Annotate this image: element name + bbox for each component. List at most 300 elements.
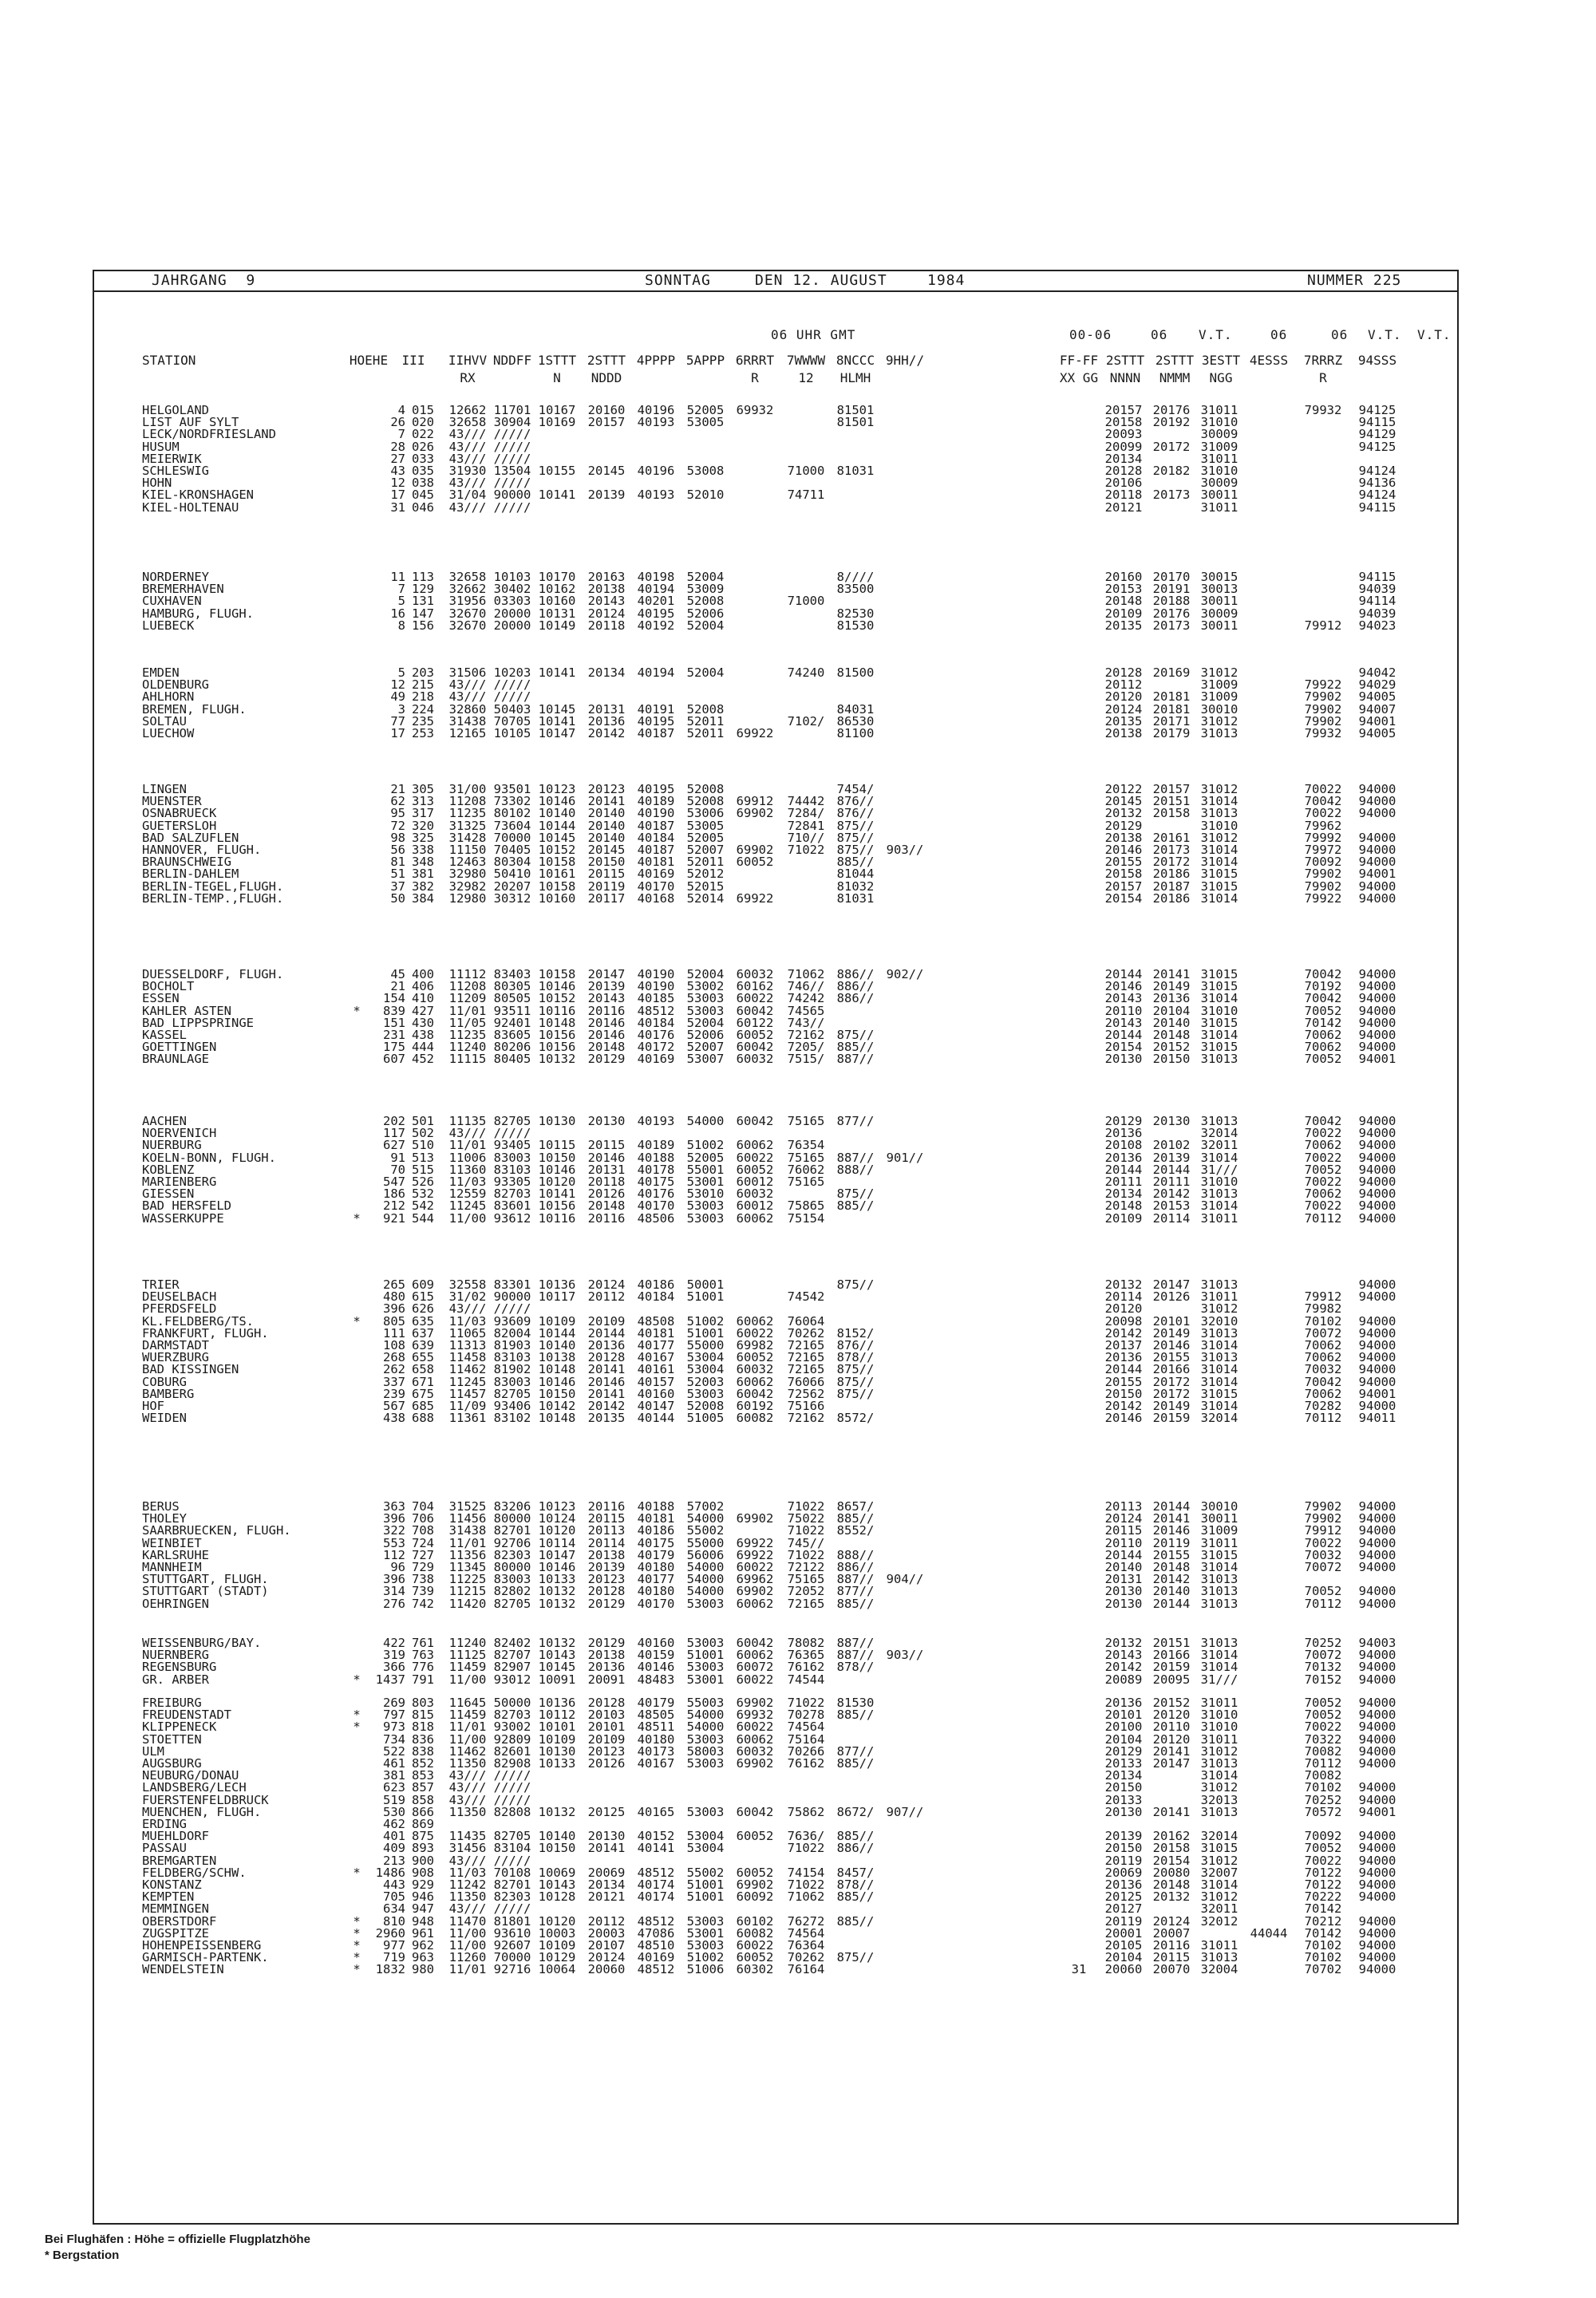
table-cell: 31///	[1200, 1672, 1238, 1687]
station-name: MARIENBERG	[142, 1175, 217, 1189]
table-cell: 7	[397, 582, 405, 597]
table-cell: 53009	[686, 582, 725, 597]
table-cell: 381	[383, 1768, 405, 1783]
table-cell: 40196	[637, 464, 675, 478]
table-cell: 76064	[787, 1313, 825, 1329]
table-cell: 82907	[493, 1660, 531, 1675]
table-cell: 20130	[1104, 1804, 1143, 1819]
station-name: GR. ARBER	[142, 1672, 209, 1687]
table-cell: 902//	[886, 967, 924, 981]
station-name: BAD SALZUFLEN	[142, 830, 239, 845]
table-cell: 20131	[587, 701, 626, 717]
table-cell: 671	[412, 1374, 434, 1389]
table-cell: 94000	[1358, 1841, 1396, 1856]
table-cell: 52007	[686, 1040, 725, 1055]
table-cell: 5	[397, 665, 405, 680]
table-row	[0, 1291, 1596, 1303]
table-cell: 462	[383, 1817, 405, 1831]
table-cell: 129	[412, 582, 434, 597]
table-cell: 20120	[1152, 1731, 1191, 1747]
table-cell: 20150	[1104, 1780, 1143, 1795]
table-cell: 69902	[736, 1584, 774, 1599]
table-cell: 396	[383, 1301, 405, 1317]
table-cell: 31428	[448, 830, 487, 845]
table-cell: 40181	[637, 1511, 675, 1526]
table-cell: 43///	[448, 1792, 487, 1807]
table-cell: 21	[390, 979, 405, 994]
table-cell: 32982	[448, 879, 487, 894]
table-cell: 40175	[637, 1175, 675, 1189]
table-cell: 40179	[637, 1547, 675, 1562]
table-cell: 20176	[1152, 403, 1191, 417]
table-cell: 70022	[1304, 1175, 1342, 1189]
table-cell: 48512	[637, 1865, 675, 1880]
table-cell: 94000	[1358, 830, 1396, 845]
station-name: KASSEL	[142, 1028, 187, 1042]
table-cell: 20114	[587, 1535, 626, 1550]
table-cell: 11112	[448, 967, 487, 981]
table-cell: 20141	[587, 794, 626, 809]
table-cell: 20118	[587, 1175, 626, 1189]
table-cell: 94000	[1358, 1350, 1396, 1365]
table-cell: 20141	[587, 1386, 626, 1401]
table-cell: 235	[412, 713, 434, 728]
table-cell: 10146	[538, 1162, 576, 1177]
table-cell: 94011	[1358, 1411, 1396, 1426]
table-cell: 10145	[538, 701, 576, 717]
table-cell: 71062	[787, 1889, 825, 1905]
column-header-line1: NDDFF	[492, 353, 532, 368]
table-cell: 20157	[1152, 782, 1191, 796]
table-cell: 60072	[736, 1660, 774, 1675]
table-cell: 40169	[637, 1950, 675, 1965]
table-cell: 52011	[686, 855, 725, 870]
table-cell: 10169	[538, 415, 576, 430]
table-cell: 203	[412, 665, 434, 680]
table-cell: 501	[412, 1114, 434, 1128]
table-cell: 60032	[736, 1743, 774, 1759]
table-cell: 40170	[637, 1596, 675, 1611]
column-header	[1194, 352, 1248, 387]
table-cell: 72165	[787, 1350, 825, 1365]
table-cell: 52005	[686, 830, 725, 845]
table-cell: 40193	[637, 488, 675, 503]
table-cell: 887//	[836, 1052, 875, 1067]
table-cell: 20131	[587, 1162, 626, 1177]
mountain-station-marker: *	[353, 1672, 361, 1687]
table-cell: 53003	[686, 1386, 725, 1401]
table-cell: 20155	[1152, 1547, 1191, 1562]
table-cell: 12	[390, 476, 405, 491]
table-cell: 20160	[1104, 570, 1143, 584]
table-cell: 20119	[587, 879, 626, 894]
station-name: AHLHORN	[142, 689, 195, 705]
column-header	[779, 352, 833, 387]
table-cell: 31015	[1200, 867, 1238, 882]
table-cell: 609	[412, 1277, 434, 1292]
table-cell: 94000	[1358, 1584, 1396, 1599]
table-cell: 11350	[448, 1756, 487, 1771]
table-cell: 71022	[787, 1696, 825, 1710]
table-cell: 151	[383, 1015, 405, 1030]
table-cell: 313	[412, 794, 434, 809]
table-row	[0, 1598, 1596, 1610]
table-cell: 11125	[448, 1648, 487, 1663]
table-cell: 71000	[787, 594, 825, 609]
table-cell: 70262	[787, 1950, 825, 1965]
table-cell: 83605	[493, 1028, 531, 1042]
table-cell: 20140	[1104, 1560, 1143, 1574]
table-cell: 269	[383, 1696, 405, 1710]
column-header	[1098, 352, 1152, 387]
table-cell: 44044	[1250, 1925, 1288, 1941]
table-cell: 40186	[637, 1523, 675, 1538]
table-cell: 20126	[1152, 1289, 1191, 1305]
table-cell: 94003	[1358, 1636, 1396, 1650]
table-cell: 20140	[1152, 1584, 1191, 1599]
column-header-line2: NMMM	[1159, 370, 1191, 385]
table-cell: 734	[383, 1731, 405, 1747]
table-cell: 20146	[1104, 979, 1143, 994]
table-cell: 70222	[1304, 1889, 1342, 1905]
table-cell: 48510	[637, 1938, 675, 1953]
table-cell: 20145	[587, 464, 626, 478]
table-row	[0, 571, 1596, 583]
table-row	[0, 1115, 1596, 1127]
table-cell: 53004	[686, 1829, 725, 1844]
table-cell: 80102	[493, 806, 531, 821]
table-cell: 11/00	[448, 1210, 487, 1226]
table-cell: 885//	[836, 1708, 875, 1723]
table-cell: 876//	[836, 794, 875, 809]
table-cell: 60052	[736, 1350, 774, 1365]
table-cell: 20142	[587, 1399, 626, 1413]
table-cell: 40181	[637, 1325, 675, 1340]
table-cell: 51001	[686, 1877, 725, 1892]
table-cell: 71062	[787, 967, 825, 981]
table-cell: 10120	[538, 1913, 576, 1929]
table-cell: 76365	[787, 1648, 825, 1663]
table-cell: 70072	[1304, 1560, 1342, 1574]
table-cell: 20141	[1152, 1743, 1191, 1759]
table-cell: 20121	[1104, 499, 1143, 515]
table-cell: 422	[383, 1636, 405, 1650]
table-cell: 69922	[736, 1547, 774, 1562]
table-cell: 11350	[448, 1889, 487, 1905]
table-cell: 52004	[686, 665, 725, 680]
table-cell: 20104	[1152, 1003, 1191, 1018]
table-cell: 31456	[448, 1841, 487, 1856]
table-cell: 74154	[787, 1865, 825, 1880]
table-cell: 47086	[637, 1925, 675, 1941]
table-cell: 875//	[836, 1187, 875, 1202]
station-name: BAD LIPPSPRINGE	[142, 1015, 254, 1030]
table-cell: 875//	[836, 843, 875, 857]
table-cell: 904//	[886, 1572, 924, 1587]
table-cell: 2960	[375, 1925, 405, 1941]
table-cell: 322	[383, 1523, 405, 1538]
table-cell: 76164	[787, 1962, 825, 1977]
table-cell: 20136	[1104, 1126, 1143, 1141]
station-name: FELDBERG/SCHW.	[142, 1865, 247, 1880]
table-cell: 72165	[787, 1596, 825, 1611]
table-row	[0, 728, 1596, 740]
table-cell: 10158	[538, 855, 576, 870]
table-cell: 20110	[1104, 1535, 1143, 1550]
table-cell: 11245	[448, 1374, 487, 1389]
station-name: ERDING	[142, 1817, 187, 1831]
column-header-line2: R	[751, 370, 759, 385]
table-cell: 53001	[686, 1672, 725, 1687]
table-cell: 10112	[538, 1708, 576, 1723]
date-label: DEN 12. AUGUST	[755, 272, 887, 289]
table-cell: 94115	[1358, 499, 1396, 515]
column-header-line1: 7WWWW	[786, 353, 826, 368]
table-cell: 11456	[448, 1511, 487, 1526]
table-cell: 75165	[787, 1572, 825, 1587]
table-cell: 20169	[1152, 665, 1191, 680]
table-cell: 154	[383, 991, 405, 1006]
table-cell: 40178	[637, 1162, 675, 1177]
table-cell: 60012	[736, 1175, 774, 1189]
vt-label-2: V.T.	[1368, 327, 1402, 342]
footnote-mountain-station: * Bergstation	[45, 2249, 120, 2262]
table-cell: 10170	[538, 570, 576, 584]
table-cell: 10146	[538, 1374, 576, 1389]
table-cell: 655	[412, 1350, 434, 1365]
table-cell: 20155	[1152, 1350, 1191, 1365]
table-cell: 11235	[448, 806, 487, 821]
table-cell: 75862	[787, 1804, 825, 1819]
station-name: SOLTAU	[142, 713, 187, 728]
table-cell: 79902	[1304, 1511, 1342, 1526]
table-cell: 40141	[637, 1841, 675, 1856]
table-cell: 20069	[587, 1865, 626, 1880]
table-cell: 443	[383, 1877, 405, 1892]
table-cell: 70000	[493, 830, 531, 845]
table-cell: 887//	[836, 1648, 875, 1663]
table-cell: 43///	[448, 1301, 487, 1317]
station-name: KIEL-HOLTENAU	[142, 499, 239, 515]
table-cell: 32658	[448, 570, 487, 584]
station-name: OBERSTDORF	[142, 1913, 217, 1929]
table-cell: 20132	[1152, 1889, 1191, 1905]
table-cell: 427	[412, 1003, 434, 1018]
table-cell: 20140	[1152, 1015, 1191, 1030]
table-cell: 31015	[1200, 979, 1238, 994]
table-cell: 20129	[587, 1596, 626, 1611]
table-cell: 7102/	[787, 713, 825, 728]
station-name: FREUDENSTADT	[142, 1708, 231, 1723]
table-cell: 212	[383, 1198, 405, 1214]
station-name: BAD KISSINGEN	[142, 1362, 239, 1377]
table-cell: 10152	[538, 991, 576, 1006]
table-cell: 886//	[836, 979, 875, 994]
table-cell: 20135	[1104, 713, 1143, 728]
table-cell: 53003	[686, 1804, 725, 1819]
table-cell: 72052	[787, 1584, 825, 1599]
table-cell: 27	[390, 451, 405, 466]
time-group-label: 06 UHR GMT	[771, 327, 856, 342]
table-cell: 10117	[538, 1289, 576, 1305]
table-cell: 94000	[1358, 1187, 1396, 1202]
table-cell: 40184	[637, 1015, 675, 1030]
table-cell: 94000	[1358, 1720, 1396, 1735]
table-cell: 83103	[493, 1162, 531, 1177]
table-cell: 7515/	[787, 1052, 825, 1067]
table-cell: 53003	[686, 991, 725, 1006]
table-row	[0, 844, 1596, 856]
table-cell: 10148	[538, 1362, 576, 1377]
table-row	[0, 1210, 1596, 1226]
table-cell: 94000	[1358, 1547, 1396, 1562]
table-cell: 70022	[1304, 806, 1342, 821]
table-cell: 10114	[538, 1535, 576, 1550]
table-cell: 875//	[836, 830, 875, 845]
table-cell: 54000	[686, 1114, 725, 1128]
column-header	[678, 352, 733, 369]
table-cell: 10064	[538, 1962, 576, 1977]
table-cell: 20115	[587, 1511, 626, 1526]
table-cell: 31015	[1200, 1015, 1238, 1030]
table-cell: /////	[493, 1126, 531, 1141]
table-cell: 20140	[587, 830, 626, 845]
table-cell: 31011	[1200, 1731, 1238, 1747]
table-cell: 30010	[1200, 1499, 1238, 1514]
table-cell: 20171	[1152, 713, 1191, 728]
table-cell: 20100	[1104, 1720, 1143, 1735]
table-cell: 53003	[686, 1938, 725, 1953]
table-cell: 11/00	[448, 1938, 487, 1953]
table-cell: 810	[383, 1913, 405, 1929]
station-name: GARMISCH-PARTENK.	[142, 1950, 269, 1965]
table-cell: 40190	[637, 967, 675, 981]
table-cell: 60192	[736, 1399, 774, 1413]
table-cell: 82705	[493, 1114, 531, 1128]
table-cell: 213	[383, 1853, 405, 1868]
table-cell: 94000	[1358, 1399, 1396, 1413]
table-cell: 32011	[1200, 1901, 1238, 1917]
table-cell: 31	[1071, 1962, 1087, 1977]
table-cell: 977	[383, 1938, 405, 1953]
table-cell: 10133	[538, 1756, 576, 1771]
table-cell: 838	[412, 1743, 434, 1759]
table-cell: 52005	[686, 1150, 725, 1165]
station-name: AUGSBURG	[142, 1756, 202, 1771]
table-cell: 70052	[1304, 1584, 1342, 1599]
table-cell: 20140	[587, 818, 626, 833]
table-cell: 438	[412, 1028, 434, 1042]
table-cell: 20154	[1152, 1853, 1191, 1868]
table-cell: 430	[412, 1015, 434, 1030]
table-cell: 888//	[836, 1547, 875, 1562]
table-cell: 93511	[493, 1003, 531, 1018]
table-cell: 56006	[686, 1547, 725, 1562]
table-cell: 81031	[836, 464, 875, 478]
table-row	[0, 499, 1596, 515]
table-cell: 70108	[493, 1865, 531, 1880]
station-name: OSNABRUECK	[142, 806, 217, 821]
table-cell: 961	[412, 1925, 434, 1941]
table-cell: 70122	[1304, 1865, 1342, 1880]
table-cell: 31013	[1200, 806, 1238, 821]
table-cell: 20139	[1104, 1829, 1143, 1844]
table-cell: 20150	[587, 855, 626, 870]
table-cell: 53002	[686, 979, 725, 994]
table-cell: 20116	[1152, 1938, 1191, 1953]
table-cell: 31013	[1200, 726, 1238, 740]
table-cell: 40184	[637, 830, 675, 845]
table-cell: 20123	[587, 782, 626, 796]
table-cell: 532	[412, 1187, 434, 1202]
table-cell: 53003	[686, 1003, 725, 1018]
table-cell: 20138	[1104, 830, 1143, 845]
table-cell: 31	[390, 499, 405, 515]
table-cell: 11/01	[448, 1720, 487, 1735]
table-cell: 94000	[1358, 1950, 1396, 1965]
table-cell: 26	[390, 415, 405, 430]
table-cell: 10158	[538, 967, 576, 981]
table-row	[0, 465, 1596, 477]
table-cell: 20138	[587, 1648, 626, 1663]
table-cell: 81500	[836, 665, 875, 680]
table-cell: /////	[493, 1301, 531, 1317]
table-cell: 31014	[1200, 1660, 1238, 1675]
table-cell: 94136	[1358, 476, 1396, 491]
table-cell: 20130	[1104, 1052, 1143, 1067]
table-cell: 886//	[836, 991, 875, 1006]
table-cell: 11/00	[448, 1925, 487, 1941]
table-cell: 8572/	[836, 1411, 875, 1426]
table-cell: 95	[390, 806, 405, 821]
table-cell: /////	[493, 689, 531, 705]
table-cell: 40185	[637, 991, 675, 1006]
table-cell: 31010	[1200, 464, 1238, 478]
table-cell: 113	[412, 570, 434, 584]
table-cell: 973	[383, 1720, 405, 1735]
table-cell: 94000	[1358, 1114, 1396, 1128]
table-cell: 852	[412, 1756, 434, 1771]
table-cell: 31013	[1200, 1596, 1238, 1611]
table-cell: 20148	[1152, 1877, 1191, 1892]
table-cell: 94001	[1358, 867, 1396, 882]
station-name: DEUSELBACH	[142, 1289, 217, 1305]
table-cell: 10167	[538, 403, 576, 417]
table-cell: 11006	[448, 1150, 487, 1165]
table-cell: 94114	[1358, 594, 1396, 609]
station-name: BERUS	[142, 1499, 180, 1514]
table-cell: 70142	[1304, 1015, 1342, 1030]
table-cell: 31013	[1200, 1052, 1238, 1067]
table-cell: 20149	[1152, 979, 1191, 994]
table-cell: 637	[412, 1325, 434, 1340]
table-cell: 20173	[1152, 488, 1191, 503]
table-row	[0, 1412, 1596, 1424]
station-name: COBURG	[142, 1374, 187, 1389]
table-cell: 69922	[736, 890, 774, 906]
table-cell: 94039	[1358, 606, 1396, 621]
table-cell: 10160	[538, 890, 576, 906]
table-cell: 94125	[1358, 439, 1396, 454]
table-cell: 658	[412, 1362, 434, 1377]
table-cell: 40186	[637, 1277, 675, 1292]
table-cell: 10156	[538, 1028, 576, 1042]
column-header-line1: 7RRRZ	[1303, 353, 1343, 368]
table-cell: 94000	[1358, 1150, 1396, 1165]
table-cell: 48511	[637, 1720, 675, 1735]
table-cell: 108	[383, 1338, 405, 1352]
table-cell: 43///	[448, 499, 487, 515]
